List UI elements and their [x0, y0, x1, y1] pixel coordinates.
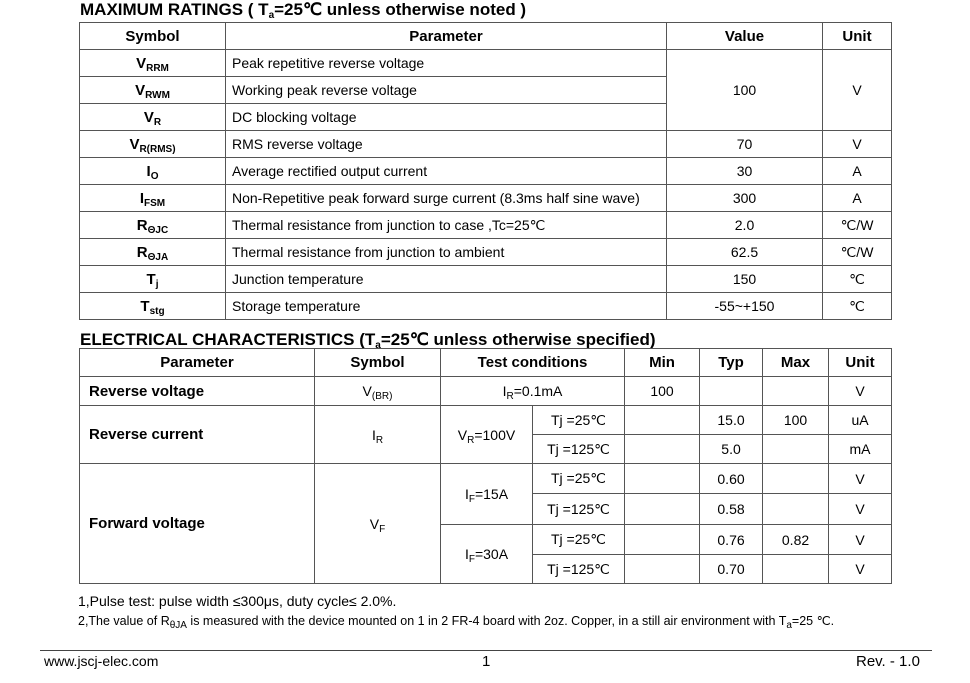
header-test-conditions: Test conditions [441, 349, 625, 377]
parameter-cell: Forward voltage [80, 464, 315, 584]
min-cell [625, 525, 700, 555]
max-cell [763, 555, 829, 584]
min-cell [625, 494, 700, 525]
value-cell: 300 [667, 185, 823, 212]
symbol-cell: $V_R$ [80, 104, 226, 131]
typ-cell: 15.0 [700, 406, 763, 435]
temperature-cell: Tj =25℃ [533, 464, 625, 494]
parameter-cell: Working peak reverse voltage [226, 77, 667, 104]
unit-cell: ℃/W [823, 239, 892, 266]
unit-cell: A [823, 185, 892, 212]
parameter-cell: Junction temperature [226, 266, 667, 293]
unit-cell: mA [829, 435, 892, 464]
symbol-cell: $V_F$ [315, 464, 441, 584]
temperature-cell: Tj =125℃ [533, 555, 625, 584]
value-cell: 30 [667, 158, 823, 185]
parameter-cell: Storage temperature [226, 293, 667, 320]
header-parameter: Parameter [80, 349, 315, 377]
symbol-cell: $R_{\Theta JA}$ [80, 239, 226, 266]
table-row [80, 50, 892, 77]
symbol-cell: $R_{\Theta JC}$ [80, 212, 226, 239]
footer-page-number: 1 [482, 653, 491, 670]
electrical-header-row [80, 349, 892, 377]
electrical-title: ELECTRICAL CHARACTERISTICS ($T_a=25℃$ unless otherwise specified) [80, 330, 656, 351]
symbol-cell: $T_j$ [80, 266, 226, 293]
table-row [80, 158, 892, 185]
max-cell: 0.82 [763, 525, 829, 555]
parameter-cell: Reverse current [80, 406, 315, 464]
unit-cell: V [829, 555, 892, 584]
parameter-cell: Average rectified output current [226, 158, 667, 185]
unit-cell: V [823, 50, 892, 131]
value-cell: -55~+150 [667, 293, 823, 320]
unit-cell: V [823, 131, 892, 158]
value-cell: 150 [667, 266, 823, 293]
max-ratings-table [79, 22, 892, 320]
table-row [80, 266, 892, 293]
symbol-cell: $V_{R(RMS)}$ [80, 131, 226, 158]
value-cell: 70 [667, 131, 823, 158]
condition-cell: $I_F=30A$ [441, 525, 533, 584]
unit-cell: V [829, 464, 892, 494]
typ-cell: 0.60 [700, 464, 763, 494]
min-cell [625, 555, 700, 584]
footer-divider [40, 650, 932, 651]
note-pulse-test: 1,Pulse test: pulse width ≤300μs, duty cycle≤ 2.0%. [78, 593, 397, 609]
table-row [80, 212, 892, 239]
parameter-cell: DC blocking voltage [226, 104, 667, 131]
table-row [80, 377, 892, 406]
symbol-cell: $I_{FSM}$ [80, 185, 226, 212]
header-value: Value [667, 23, 823, 50]
value-cell: 2.0 [667, 212, 823, 239]
max-ratings-title: MAXIMUM RATINGS ( $T_a=25℃$ unless otherwise noted ) [80, 0, 527, 21]
temperature-cell: Tj =25℃ [533, 525, 625, 555]
unit-cell: V [829, 377, 892, 406]
header-unit: Unit [823, 23, 892, 50]
header-symbol: Symbol [80, 23, 226, 50]
header-typ: Typ [700, 349, 763, 377]
min-cell: 100 [625, 377, 700, 406]
header-unit: Unit [829, 349, 892, 377]
footer-revision: Rev. - 1.0 [856, 653, 920, 670]
typ-cell: 0.58 [700, 494, 763, 525]
parameter-cell: RMS reverse voltage [226, 131, 667, 158]
max-cell [763, 377, 829, 406]
unit-cell: ℃/W [823, 212, 892, 239]
unit-cell: ℃ [823, 266, 892, 293]
typ-cell [700, 377, 763, 406]
table-row [80, 406, 892, 435]
value-cell: 100 [667, 50, 823, 131]
min-cell [625, 435, 700, 464]
header-max: Max [763, 349, 829, 377]
table-row [80, 185, 892, 212]
max-cell [763, 494, 829, 525]
typ-cell: 0.76 [700, 525, 763, 555]
min-cell [625, 406, 700, 435]
note-thermal-resistance: 2,The value of $R_{\theta JA}$ is measured with the device mounted on 1 in 2 FR-4 board with 2oz. Copper, in a still air environment with $T_a=25$ ℃. [78, 614, 835, 631]
header-min: Min [625, 349, 700, 377]
unit-cell: V [829, 525, 892, 555]
max-cell: 100 [763, 406, 829, 435]
electrical-table [79, 348, 892, 584]
parameter-cell: Reverse voltage [80, 377, 315, 406]
table-row [80, 131, 892, 158]
table-row [80, 464, 892, 494]
symbol-cell: $I_O$ [80, 158, 226, 185]
typ-cell: 5.0 [700, 435, 763, 464]
condition-cell: $I_F=15A$ [441, 464, 533, 525]
unit-cell: V [829, 494, 892, 525]
max-cell [763, 464, 829, 494]
max-ratings-header-row [80, 23, 892, 50]
unit-cell: uA [829, 406, 892, 435]
header-parameter: Parameter [226, 23, 667, 50]
condition-cell: $I_R=0.1mA$ [441, 377, 625, 406]
symbol-cell: $T_{stg}$ [80, 293, 226, 320]
parameter-cell: Thermal resistance from junction to case ,Tc=25℃ [226, 212, 667, 239]
min-cell [625, 464, 700, 494]
unit-cell: A [823, 158, 892, 185]
value-cell: 62.5 [667, 239, 823, 266]
symbol-cell: $I_R$ [315, 406, 441, 464]
parameter-cell: Non-Repetitive peak forward surge current (8.3ms half sine wave) [226, 185, 667, 212]
max-cell [763, 435, 829, 464]
unit-cell: ℃ [823, 293, 892, 320]
table-row [80, 239, 892, 266]
temperature-cell: Tj =25℃ [533, 406, 625, 435]
typ-cell: 0.70 [700, 555, 763, 584]
parameter-cell: Peak repetitive reverse voltage [226, 50, 667, 77]
parameter-cell: Thermal resistance from junction to ambient [226, 239, 667, 266]
symbol-cell: $V_{RRM}$ [80, 50, 226, 77]
temperature-cell: Tj =125℃ [533, 494, 625, 525]
header-symbol: Symbol [315, 349, 441, 377]
footer-website: www.jscj-elec.com [44, 653, 159, 669]
symbol-cell: $V_{RWM}$ [80, 77, 226, 104]
table-row [80, 293, 892, 320]
temperature-cell: Tj =125℃ [533, 435, 625, 464]
condition-cell: $V_R=100V$ [441, 406, 533, 464]
symbol-cell: $V_{(BR)}$ [315, 377, 441, 406]
